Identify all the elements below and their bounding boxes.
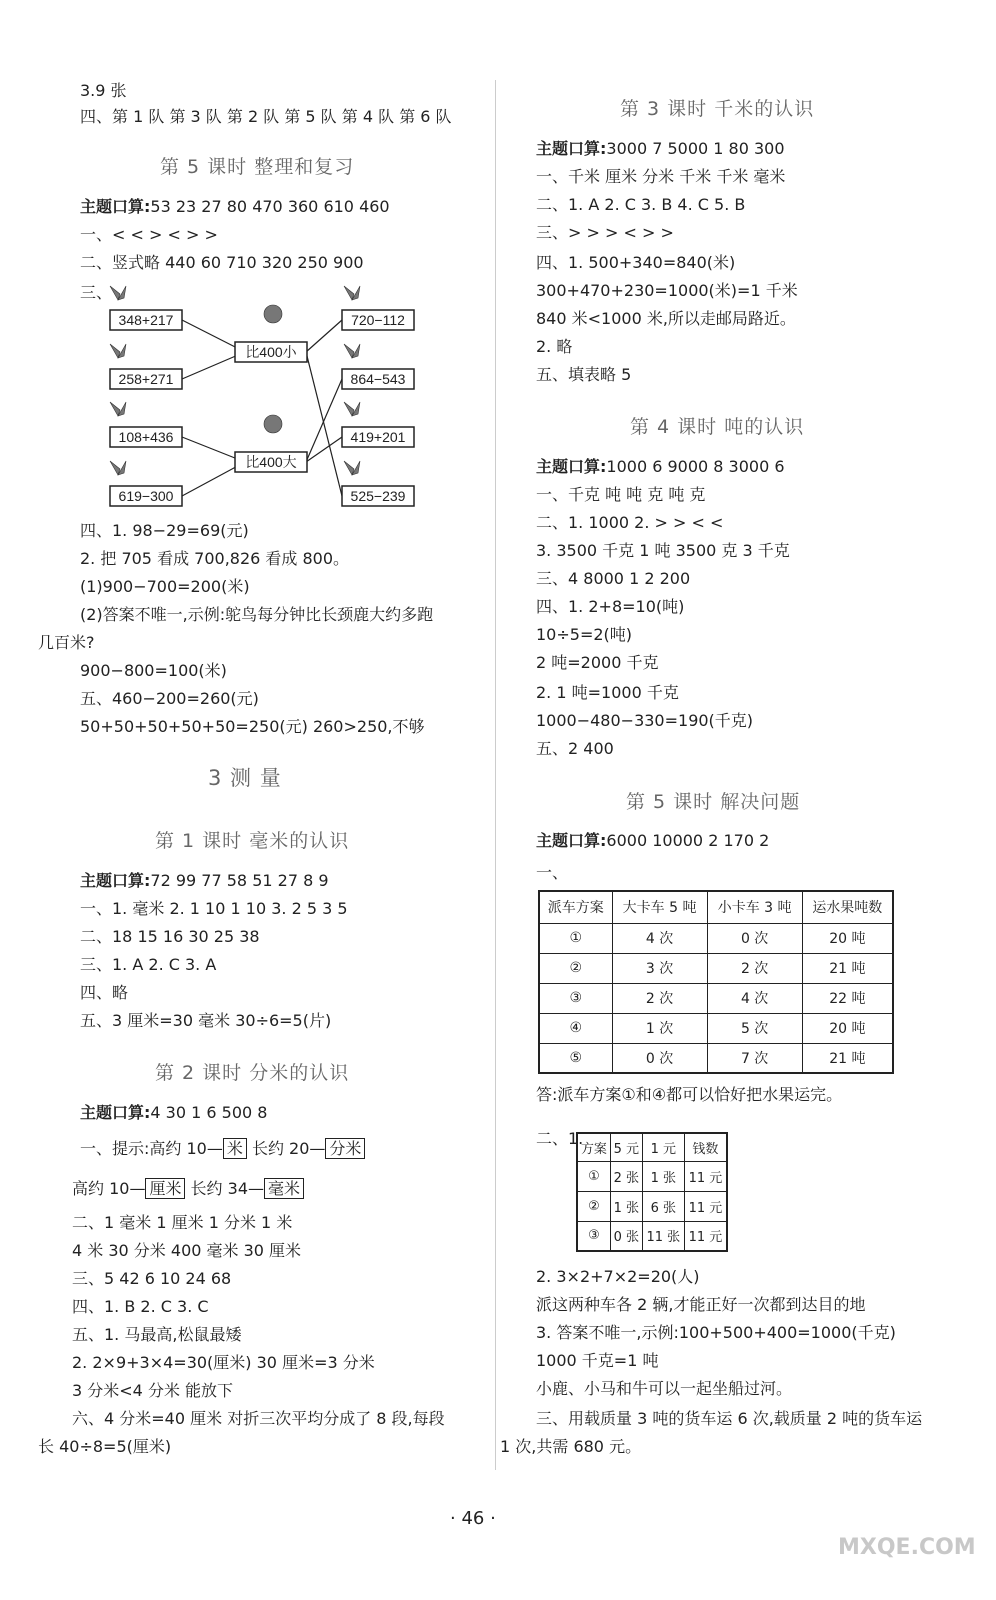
answer-line: 3.9 张 [80,81,127,100]
butterfly-icon [110,286,126,300]
table-header: 1 元 [642,1133,684,1161]
answer-line: 3 分米<4 分米 能放下 [72,1381,234,1400]
answer-line: 2. 1 吨=1000 千克 [536,683,679,702]
answer-line: 1 次,共需 680 元。 [500,1437,642,1456]
table-cell: 0 次 [707,923,802,953]
expression-box: 864−543 [350,371,406,387]
answer-line: 2. 略 [536,337,573,356]
answer-line: 4 米 30 分米 400 毫米 30 厘米 [72,1241,302,1260]
table-row [577,1161,727,1191]
table-cell: 7 次 [707,1043,802,1073]
answer-line: 五、460−200=260(元) [80,689,259,708]
answer-line: 300+470+230=1000(米)=1 千米 [536,281,798,300]
expression-box: 348+217 [118,312,174,328]
matching-diagram [70,282,490,512]
answer-line: 二、1. 1000 2. > > < < [536,513,724,532]
page-number: · 46 · [450,1508,496,1529]
table-cell: ② [577,1191,610,1221]
answer-line: 五、1. 马最高,松鼠最矮 [72,1325,242,1344]
section-heading: 第 3 课时 千米的认识 [620,98,815,120]
answer-line: 五、2 400 [536,739,614,758]
table-cell: ⑤ [539,1043,612,1073]
table-row [577,1191,727,1221]
answer-line: 三、用载质量 3 吨的货车运 6 次,载质量 2 吨的货车运 [536,1409,923,1428]
table-row [539,1043,893,1073]
answer-line: 四、略 [80,983,129,1002]
answer-line: 小鹿、小马和牛可以一起坐船过河。 [536,1379,793,1398]
answer-line: (2)答案不唯一,示例:鸵鸟每分钟比长颈鹿大约多跑 [80,605,434,624]
category-box: 比400大 [245,454,297,470]
column-divider [495,80,496,1470]
dispatch-plan-table [538,890,894,1074]
answer-line: 一、 [536,863,569,882]
answer-line: 1000 千克=1 吨 [536,1351,659,1370]
table-cell: ② [539,953,612,983]
answer-line: 三、4 8000 1 2 200 [536,569,691,588]
table-cell: 4 次 [612,923,707,953]
table-cell: 0 张 [610,1221,642,1251]
table-cell: 11 元 [684,1191,727,1221]
answer-line: 900−800=100(米) [80,661,227,680]
answer-line: 主题口算:4 30 1 6 500 8 [80,1103,268,1122]
answer-line: 1000−480−330=190(千克) [536,711,754,730]
table-cell: 20 吨 [802,923,893,953]
answer-line: 四、1. 98−29=69(元) [80,521,249,540]
answer-line: 50+50+50+50+50=250(元) 260>250,不够 [80,717,425,736]
answer-line: 六、4 分米=40 厘米 对折三次平均分成了 8 段,每段 [72,1409,445,1428]
answer-line: 二、18 15 16 30 25 38 [80,927,260,946]
answer-line: 三、 [80,283,113,302]
table-header: 运水果吨数 [802,891,893,923]
table-cell: ③ [577,1221,610,1251]
answer-line: 五、填表略 5 [536,365,632,384]
butterfly-icon [110,344,126,358]
table-cell: 2 次 [707,953,802,983]
answer-line: 三、1. A 2. C 3. A [80,955,217,974]
answer-line: 三、> > > < > > [536,223,674,242]
expression-box: 258+271 [118,371,174,387]
answer-line: 2 吨=2000 千克 [536,653,659,672]
table-cell: 5 次 [707,1013,802,1043]
table-cell: ③ [539,983,612,1013]
answer-line: 高约 10— 厘米 长约 34— 毫米 [72,1178,304,1200]
expression-box: 619−300 [118,488,174,504]
table-cell: 3 次 [612,953,707,983]
answer-line: 一、< < > < > > [80,225,218,244]
answer-line: 3. 3500 千克 1 吨 3500 克 3 千克 [536,541,790,560]
answer-line: 二、1. [536,1129,584,1148]
section-heading: 第 2 课时 分米的认识 [155,1062,350,1084]
table-header: 派车方案 [539,891,612,923]
table-cell: 11 张 [642,1221,684,1251]
table-cell: 1 次 [612,1013,707,1043]
answer-line: 3. 答案不唯一,示例:100+500+400=1000(千克) [536,1323,896,1342]
table-header: 大卡车 5 吨 [612,891,707,923]
section-heading: 第 1 课时 毫米的认识 [155,830,350,852]
section-heading: 第 5 课时 整理和复习 [160,156,355,178]
butterfly-icon [344,286,360,300]
expression-box: 108+436 [118,429,174,445]
table-cell: 11 元 [684,1161,727,1191]
answer-line: 四、1. 2+8=10(吨) [536,597,685,616]
table-cell: 11 元 [684,1221,727,1251]
answer-line: 主题口算:53 23 27 80 470 360 610 460 [80,197,390,216]
answer-line: 一、提示:高约 10— 米 长约 20— 分米 [80,1138,365,1160]
answer-line: 主题口算:72 99 77 58 51 27 8 9 [80,871,329,890]
table-cell: 21 吨 [802,953,893,983]
table-header: 钱数 [684,1133,727,1161]
table-cell: 2 次 [612,983,707,1013]
answer-line: 一、千米 厘米 分米 千米 千米 毫米 [536,167,786,186]
butterfly-icon [110,402,126,416]
answer-line: 一、1. 毫米 2. 1 10 1 10 3. 2 5 3 5 [80,899,348,918]
answer-line: 2. 3×2+7×2=20(人) [536,1267,700,1286]
table-cell: 22 吨 [802,983,893,1013]
expression-box: 419+201 [350,429,406,445]
answer-line: 五、3 厘米=30 毫米 30÷6=5(片) [80,1011,332,1030]
table-cell: 6 张 [642,1191,684,1221]
answer-line: (1)900−700=200(米) [80,577,250,596]
answer-line: 长 40÷8=5(厘米) [38,1437,172,1456]
table-cell: ① [539,923,612,953]
butterfly-icon [344,402,360,416]
answer-line: 10÷5=2(吨) [536,625,633,644]
answer-line: 二、竖式略 440 60 710 320 250 900 [80,253,364,272]
table-cell: 0 次 [612,1043,707,1073]
table-row [539,983,893,1013]
answer-line: 四、1. B 2. C 3. C [72,1297,209,1316]
table-cell: 2 张 [610,1161,642,1191]
answer-line: 840 米<1000 米,所以走邮局路近。 [536,309,796,328]
payment-plan-table [576,1132,728,1252]
table-row [539,1013,893,1043]
table-row [577,1221,727,1251]
table-header: 5 元 [610,1133,642,1161]
table-header: 方案 [577,1133,610,1161]
answer-line: 派这两种车各 2 辆,才能正好一次都到达目的地 [536,1295,866,1314]
butterfly-icon [344,344,360,358]
butterfly-icon [110,461,126,475]
expression-box: 720−112 [351,312,405,328]
flower-icon [264,415,282,433]
category-box: 比400小 [245,344,297,360]
expression-box: 525−239 [350,488,406,504]
section-heading: 第 4 课时 吨的认识 [630,416,805,438]
answer-line: 二、1. A 2. C 3. B 4. C 5. B [536,195,746,214]
answer-line: 2. 把 705 看成 700,826 看成 800。 [80,549,350,568]
answer-line: 四、1. 500+340=840(米) [536,253,736,272]
answer-line: 答:派车方案①和④都可以恰好把水果运完。 [536,1085,843,1104]
table-cell: ① [577,1161,610,1191]
table-row [539,923,893,953]
table-cell: 1 张 [642,1161,684,1191]
section-heading: 第 5 课时 解决问题 [626,791,801,813]
answer-line: 主题口算:6000 10000 2 170 2 [536,831,770,850]
answer-line: 主题口算:3000 7 5000 1 80 300 [536,139,785,158]
answer-line: 四、第 1 队 第 3 队 第 2 队 第 5 队 第 4 队 第 6 队 [80,107,452,126]
answer-line: 一、千克 吨 吨 克 吨 克 [536,485,706,504]
table-cell: 21 吨 [802,1043,893,1073]
answer-line: 三、5 42 6 10 24 68 [72,1269,232,1288]
unit-heading: 3 测 量 [208,766,282,790]
butterfly-icon [344,461,360,475]
table-cell: 1 张 [610,1191,642,1221]
answer-line: 二、1 毫米 1 厘米 1 分米 1 米 [72,1213,293,1232]
watermark: MXQE.COM [838,1535,976,1560]
table-cell: ④ [539,1013,612,1043]
answer-line: 主题口算:1000 6 9000 8 3000 6 [536,457,785,476]
table-cell: 4 次 [707,983,802,1013]
answer-line: 2. 2×9+3×4=30(厘米) 30 厘米=3 分米 [72,1353,375,1372]
flower-icon [264,305,282,323]
table-cell: 20 吨 [802,1013,893,1043]
answer-line: 几百米? [38,633,95,652]
table-row [539,953,893,983]
table-header: 小卡车 3 吨 [707,891,802,923]
